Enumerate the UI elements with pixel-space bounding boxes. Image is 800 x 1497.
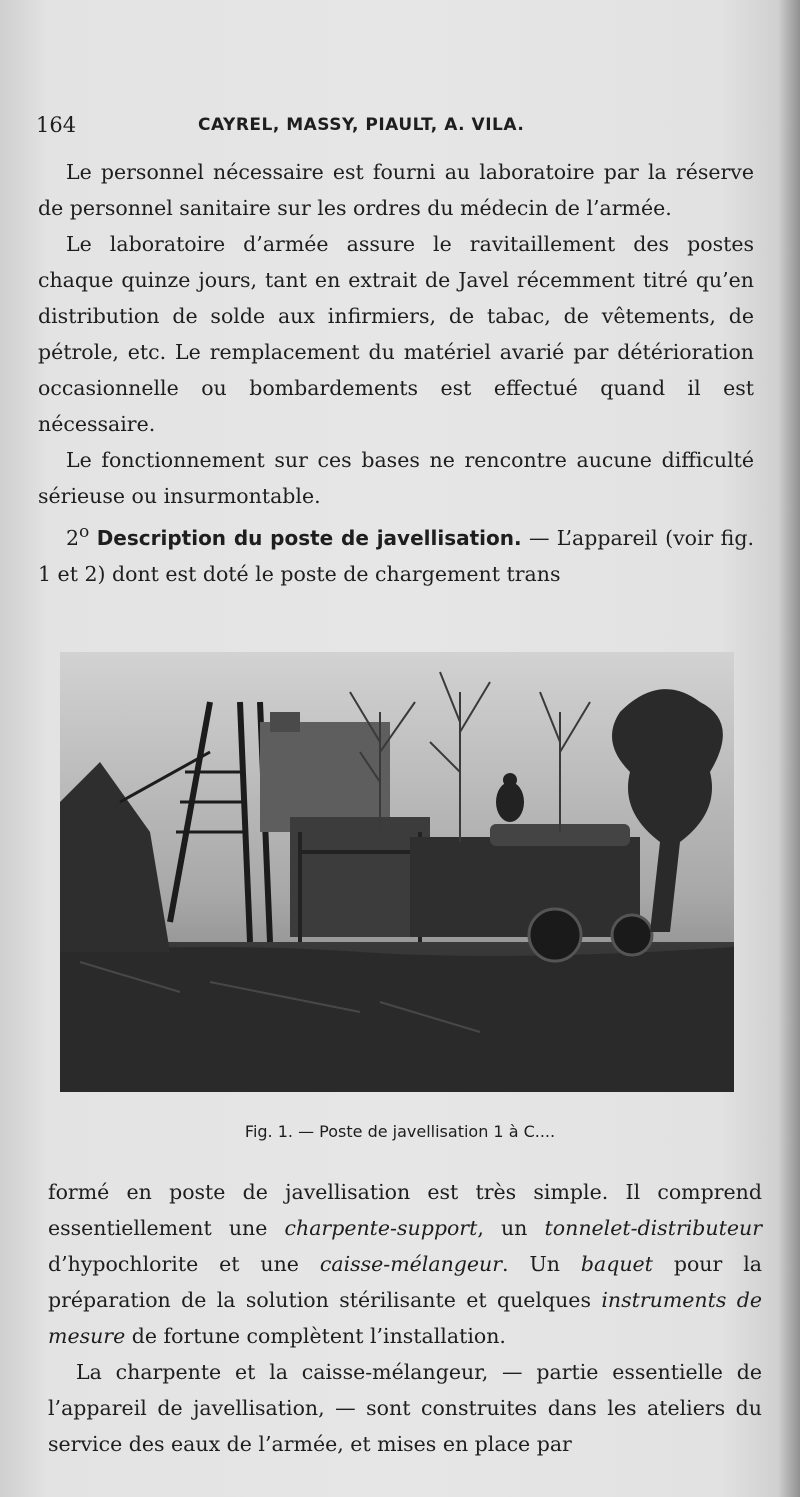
text-run: pour la préparation de la solution stérilisante et quelques bbox=[48, 1252, 763, 1312]
section-number: 2 bbox=[66, 525, 80, 550]
paragraph-description bbox=[38, 514, 754, 592]
term-baquet: baquet bbox=[580, 1252, 653, 1276]
term-caisse-melangeur: caisse-mélangeur bbox=[319, 1252, 503, 1276]
page-number: 164 bbox=[36, 113, 77, 137]
text-block-bottom bbox=[48, 1174, 762, 1462]
page-edge-shadow bbox=[778, 0, 800, 1497]
text-run: d’hypochlorite et une bbox=[48, 1252, 320, 1276]
photograph-javellisation-post bbox=[60, 652, 734, 1092]
term-charpente-support: charpente-support bbox=[284, 1216, 478, 1240]
text-run: formé en poste de javellisation est très simple. Il comprend essentiellement une bbox=[48, 1180, 762, 1240]
page-header bbox=[36, 113, 756, 143]
text-run: . Un bbox=[502, 1252, 581, 1276]
section-heading: Description du poste de javellisation. bbox=[96, 525, 522, 550]
term-instruments-de-mesure: instruments de mesure bbox=[48, 1288, 762, 1348]
text-block-top bbox=[38, 154, 754, 592]
paragraph-appareil bbox=[48, 1174, 762, 1354]
paragraph-ravitaillement: Le laboratoire d’armée assure le ravitaillement des postes chaque quinze jours, tant en extrait de Javel récemment titré qu’en distribution de solde aux infirmiers, de tabac, de vêtements, de pétrole, etc. Le remplacement du matériel avarié par détérioration occasionnelle ou bombardements est effectué quand il est nécessaire. bbox=[38, 232, 754, 436]
text-run: , un bbox=[477, 1216, 545, 1240]
paragraph-charpente: La charpente et la caisse-mélangeur, — partie essentielle de l’appareil de javellisation, — sont construites dans les ateliers du service des eaux de l’armée, et mises en place par bbox=[48, 1360, 762, 1456]
section-number-superscript: o bbox=[79, 522, 90, 542]
term-tonnelet-distributeur: tonnelet-distributeur bbox=[544, 1216, 762, 1240]
paragraph-fonctionnement: Le fonctionnement sur ces bases ne rencontre aucune difficulté sérieuse ou insurmontable. bbox=[38, 448, 754, 508]
text-run: de fortune complètent l’installation. bbox=[125, 1324, 506, 1348]
figure-photograph bbox=[60, 652, 734, 1092]
description-text: — L’appareil (voir fig. 1 et 2) dont est doté le poste de chargement trans bbox=[38, 525, 754, 586]
paragraph-personnel: Le personnel nécessaire est fourni au laboratoire par la réserve de personnel sanitaire sur les ordres du médecin de l’armée. bbox=[38, 160, 754, 220]
figure-caption: Fig. 1. — Poste de javellisation 1 à C.... bbox=[244, 1122, 556, 1141]
running-head: CAYREL, MASSY, PIAULT, A. VILA. bbox=[198, 115, 525, 135]
